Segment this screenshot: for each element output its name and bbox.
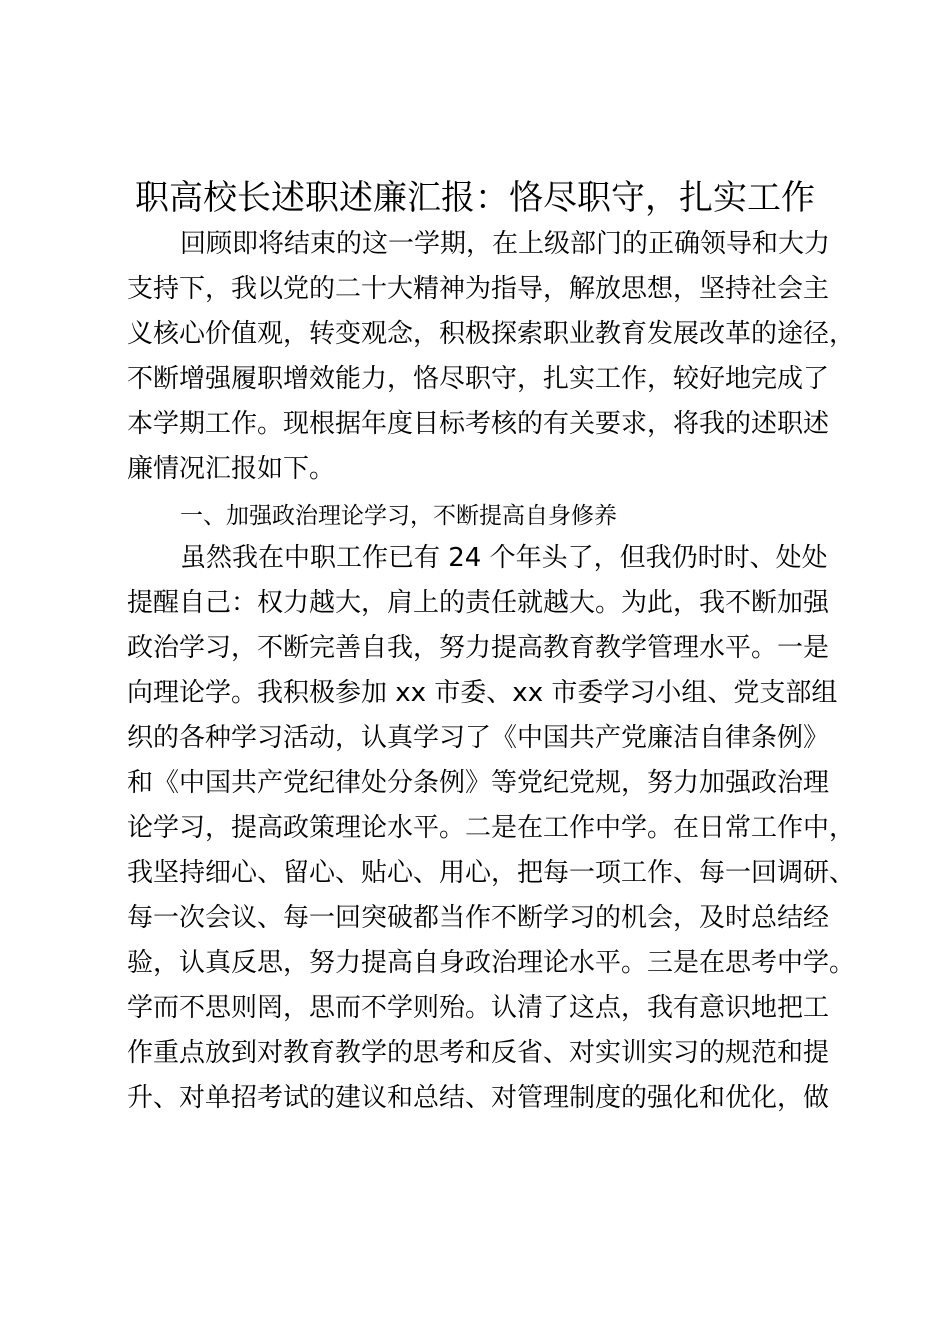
body-line: 和《中国共产党纪律处分条例》等党纪党规，努力加强政治理 bbox=[127, 768, 830, 798]
section-heading: 一、加强政治理论学习，不断提高自身修养 bbox=[180, 503, 617, 529]
body-line: 作重点放到对教育教学的思考和反省、对实训实习的规范和提 bbox=[127, 1038, 830, 1068]
body-line: 验，认真反思，努力提高自身政治理论水平。三是在思考中学。 bbox=[127, 948, 856, 978]
body-line: 义核心价值观，转变观念，积极探索职业教育发展改革的途径， bbox=[127, 319, 856, 349]
body-line: 织的各种学习活动，认真学习了《中国共产党廉洁自律条例》 bbox=[127, 723, 830, 753]
body-line: 回顾即将结束的这一学期，在上级部门的正确领导和大力 bbox=[180, 229, 831, 259]
body-line: 我坚持细心、留心、贴心、用心，把每一项工作、每一回调研、 bbox=[127, 858, 856, 888]
body-line: 不断增强履职增效能力，恪尽职守，扎实工作，较好地完成了 bbox=[127, 364, 830, 394]
body-line: 学而不思则罔，思而不学则殆。认清了这点，我有意识地把工 bbox=[127, 993, 830, 1023]
body-line: 升、对单招考试的建议和总结、对管理制度的强化和优化，做 bbox=[127, 1083, 830, 1113]
body-line: 廉情况汇报如下。 bbox=[127, 454, 336, 484]
body-line: 提醒自己：权力越大，肩上的责任就越大。为此，我不断加强 bbox=[127, 588, 830, 618]
body-line: 本学期工作。现根据年度目标考核的有关要求，将我的述职述 bbox=[127, 409, 830, 439]
body-line: 政治学习，不断完善自我，努力提高教育教学管理水平。一是 bbox=[127, 633, 830, 663]
body-line: 论学习，提高政策理论水平。二是在工作中学。在日常工作中， bbox=[127, 813, 856, 843]
body-line: 支持下，我以党的二十大精神为指导，解放思想，坚持社会主 bbox=[127, 274, 830, 304]
body-line: 虽然我在中职工作已有 24 个年头了，但我仍时时、处处 bbox=[180, 543, 828, 573]
body-line: 向理论学。我积极参加 xx 市委、xx 市委学习小组、党支部组 bbox=[127, 678, 838, 708]
document-title: 职高校长述职述廉汇报：恪尽职守，扎实工作 bbox=[135, 178, 815, 218]
body-line: 每一次会议、每一回突破都当作不断学习的机会，及时总结经 bbox=[127, 903, 830, 933]
